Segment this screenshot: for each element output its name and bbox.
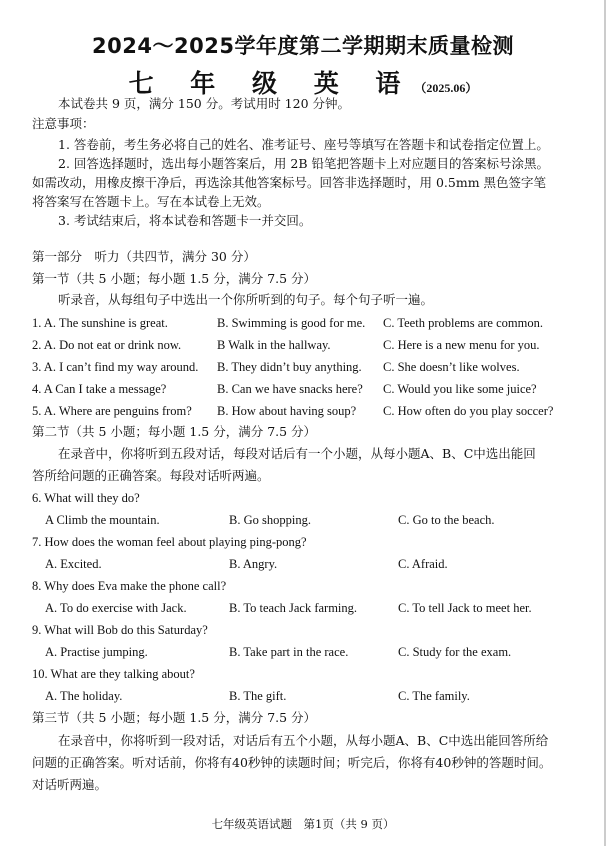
notice-line: 2. 回答选择题时，选出每小题答案后，用 2B 铅笔把答题卡上对应题目的答案标号涂黑。 — [58, 156, 549, 171]
option-c: C. To tell Jack to meet her. — [398, 601, 532, 615]
option-b: B. Take part in the race. — [229, 645, 349, 659]
question-text: 8. Why does Eva make the phone call? — [32, 579, 227, 593]
subject-label: 七 年 级 英 语 — [128, 69, 415, 98]
question-text: 6. What will they do? — [32, 491, 140, 505]
option-b: B. Angry. — [229, 557, 278, 571]
option-a: A. Practise jumping. — [45, 645, 148, 659]
option-a: 3. A. I can’t find my way around. — [32, 360, 199, 374]
question-text: 10. What are they talking about? — [32, 667, 195, 681]
intro-text: 本试卷共 9 页，满分 150 分。考试用时 120 分钟。 — [58, 96, 351, 111]
option-c: C. Afraid. — [398, 557, 448, 571]
exam-date: （2025.06） — [414, 81, 478, 95]
section2-title: 第二节（共 5 小题；每小题 1.5 分，满分 7.5 分） — [32, 424, 317, 439]
section3-instruction: 问题的正确答案。听对话前，你将有40秒钟的读题时间；听完后，你将有40秒钟的答题时间。 — [32, 755, 552, 770]
section1-title: 第一节（共 5 小题；每小题 1.5 分，满分 7.5 分） — [32, 271, 317, 286]
option-a: A. Excited. — [45, 557, 102, 571]
notice-line: 1. 答卷前，考生务必将自己的姓名、准考证号、座号等填写在答题卡和试卷指定位置上。 — [58, 137, 549, 152]
section2-instruction: 答所给问题的正确答案。每段对话听两遍。 — [32, 468, 270, 483]
option-b: B. How about having soup? — [217, 404, 357, 418]
section3-title: 第三节（共 5 小题；每小题 1.5 分，满分 7.5 分） — [32, 710, 317, 725]
option-c: C. Teeth problems are common. — [383, 316, 543, 330]
option-b: B. Can we have snacks here? — [217, 382, 363, 396]
exam-subject — [0, 64, 606, 100]
question-text: 9. What will Bob do this Saturday? — [32, 623, 208, 637]
option-c: C. Study for the exam. — [398, 645, 512, 659]
section3-instruction: 对话听两遍。 — [32, 777, 108, 792]
page-footer: 七年级英语试题 第1页（共 9 页） — [211, 817, 395, 831]
option-a: 1. A. The sunshine is great. — [32, 316, 168, 330]
option-c: C. Here is a new menu for you. — [383, 338, 540, 352]
option-c: C. She doesn’t like wolves. — [383, 360, 520, 374]
option-b: B. To teach Jack farming. — [229, 601, 358, 615]
option-a: A. To do exercise with Jack. — [45, 601, 187, 615]
question-text: 7. How does the woman feel about playing ping-pong? — [32, 535, 307, 549]
notice-line: 如需改动，用橡皮擦干净后，再选涂其他答案标号。回答非选择题时，用 0.5mm 黑色签字笔 — [32, 175, 547, 190]
option-b: B. Swimming is good for me. — [217, 316, 366, 330]
option-c: C. How often do you play soccer? — [383, 404, 554, 418]
exam-title: 2024～2025学年度第二学期期末质量检测 — [92, 34, 514, 58]
section1-instruction: 听录音，从每组句子中选出一个你所听到的句子。每个句子听一遍。 — [58, 292, 434, 307]
option-b: B Walk in the hallway. — [217, 338, 331, 352]
option-b: B. They didn’t buy anything. — [217, 360, 362, 374]
option-a: 2. A. Do not eat or drink now. — [32, 338, 182, 352]
section3-instruction: 在录音中，你将听到一段对话，对话后有五个小题，从每小题A、B、C中选出能回答所给 — [58, 733, 549, 748]
option-c: C. Go to the beach. — [398, 513, 495, 527]
option-c: C. The family. — [398, 689, 470, 703]
part1-title: 第一部分 听力（共四节，满分 30 分） — [32, 249, 256, 264]
option-c: C. Would you like some juice? — [383, 382, 537, 396]
option-b: B. Go shopping. — [229, 513, 311, 527]
notice-line: 3. 考试结束后，将本试卷和答题卡一并交回。 — [58, 213, 312, 228]
option-a: 5. A. Where are penguins from? — [32, 404, 192, 418]
option-b: B. The gift. — [229, 689, 287, 703]
notice-title: 注意事项： — [32, 116, 95, 131]
option-a: A Climb the mountain. — [45, 513, 160, 527]
notice-line: 将答案写在答题卡上。写在本试卷上无效。 — [32, 194, 270, 209]
option-a: A. The holiday. — [45, 689, 123, 703]
option-a: 4. A Can I take a message? — [32, 382, 167, 396]
section2-instruction: 在录音中，你将听到五段对话，每段对话后有一个小题，从每小题A、B、C中选出能回 — [58, 446, 536, 461]
